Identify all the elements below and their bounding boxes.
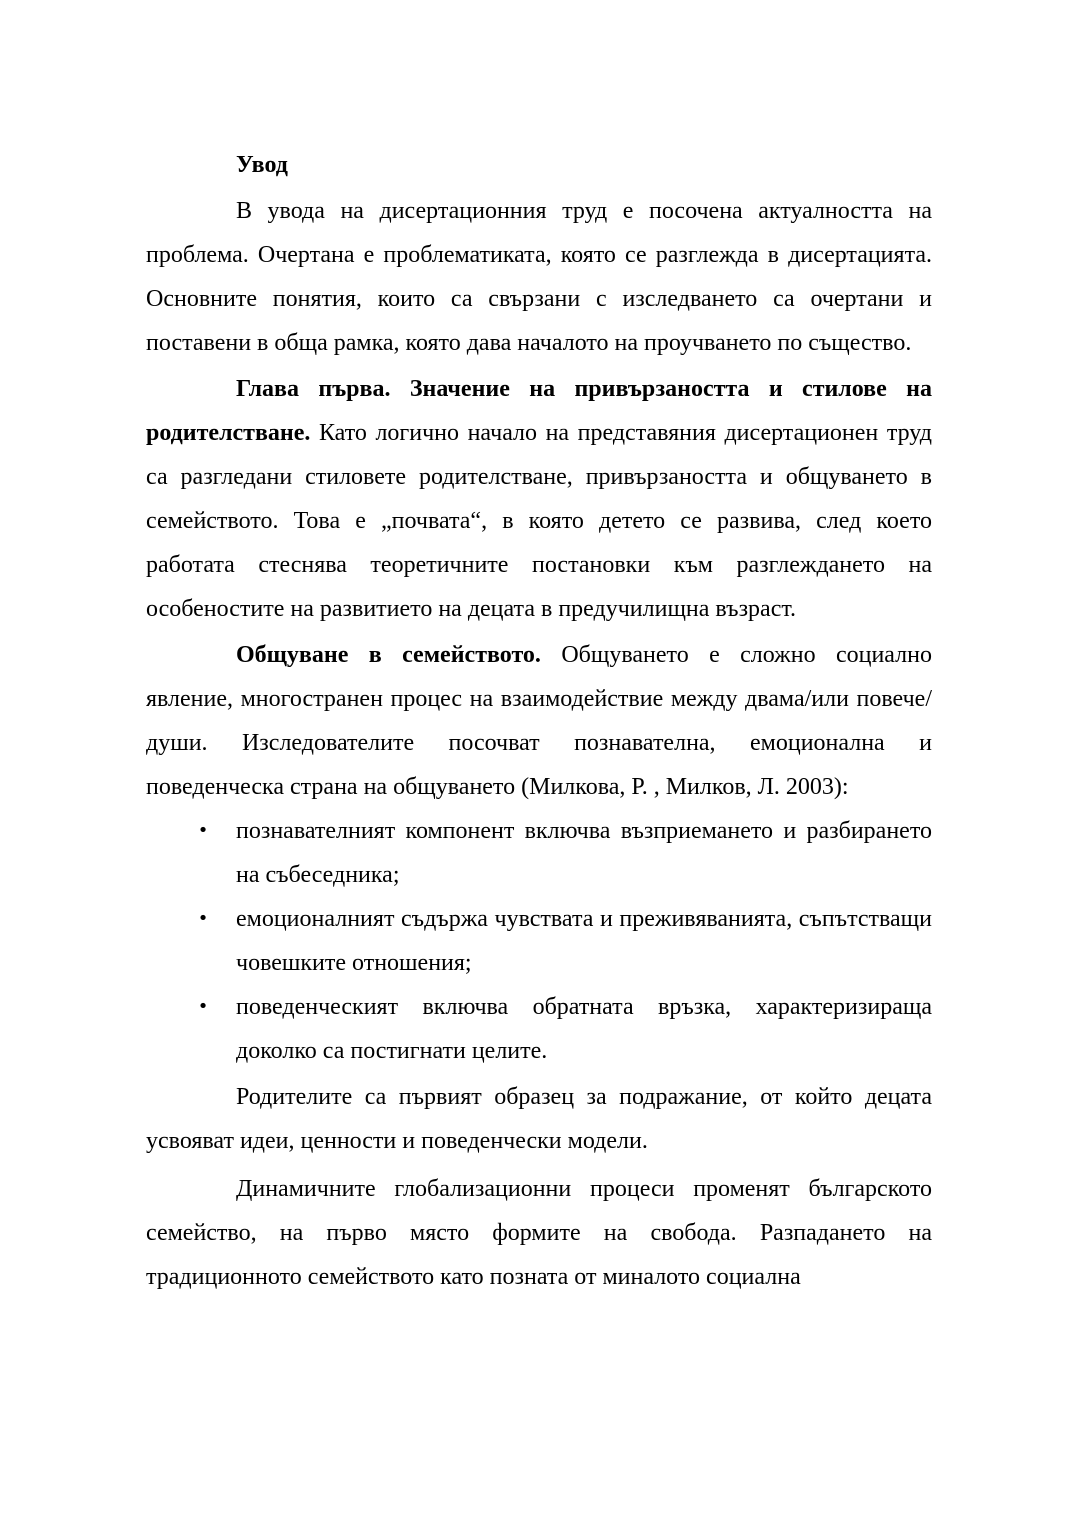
list-item-text: емоционалният съдържа чувствата и преживяванията, съпътстващи човешките отношения; bbox=[236, 906, 932, 976]
communication-aspects-list bbox=[146, 809, 932, 1073]
bullet-icon: • bbox=[197, 820, 209, 841]
list-item bbox=[146, 985, 932, 1073]
chapter-one-text: Като логично начало на представяния дисертационен труд са разгледани стиловете родителстване, привързаността и общуването в семейството. Това е „почвата“, в която детето се развива, след което работата стеснява теоретичните постановки към разглеждането на особеностите на развитието на децата в предучилищна възраст. bbox=[146, 420, 932, 622]
family-communication-paragraph bbox=[146, 633, 932, 809]
bullet-icon: • bbox=[197, 996, 209, 1017]
bullet-icon: • bbox=[197, 908, 209, 929]
globalization-paragraph: Динамичните глобализационни процеси променят българското семейство, на първо място формите на свобода. Разпадането на традиционното семейството като позната от миналото социална bbox=[146, 1176, 932, 1290]
section-heading-intro: Увод bbox=[236, 152, 288, 178]
list-item bbox=[146, 809, 932, 897]
list-item-text: познавателният компонент включва възприемането и разбирането на събеседника; bbox=[236, 818, 932, 888]
family-communication-text: Общуването е сложно социално явление, многостранен процес на взаимодействие между двама/или повече/души. Изследователите посочват познавателна, емоционална и поведенческа страна на общуването (Милкова, Р. , Милков, Л. 2003): bbox=[146, 642, 932, 800]
intro-paragraph: В увода на дисертационния труд е посочена актуалността на проблема. Очертана е проблематиката, която се разглежда в дисертацията. Основните понятия, които са свързани с изследването са очертани и поставени в обща рамка, която дава началото на проучването по същество. bbox=[146, 198, 932, 356]
list-item-text: поведенческият включва обратната връзка, характеризираща доколко са постигнати целите. bbox=[236, 994, 932, 1064]
list-item bbox=[146, 897, 932, 985]
chapter-one-title: Глава първа. Значение на привързаността и стилове на родителстване. bbox=[146, 376, 932, 446]
chapter-one-paragraph bbox=[146, 367, 932, 631]
document-body bbox=[146, 143, 932, 1299]
parents-paragraph: Родителите са първият образец за подражание, от който децата усвояват идеи, ценности и поведенчески модели. bbox=[146, 1084, 932, 1154]
family-communication-title: Общуване в семейството. bbox=[236, 642, 541, 668]
